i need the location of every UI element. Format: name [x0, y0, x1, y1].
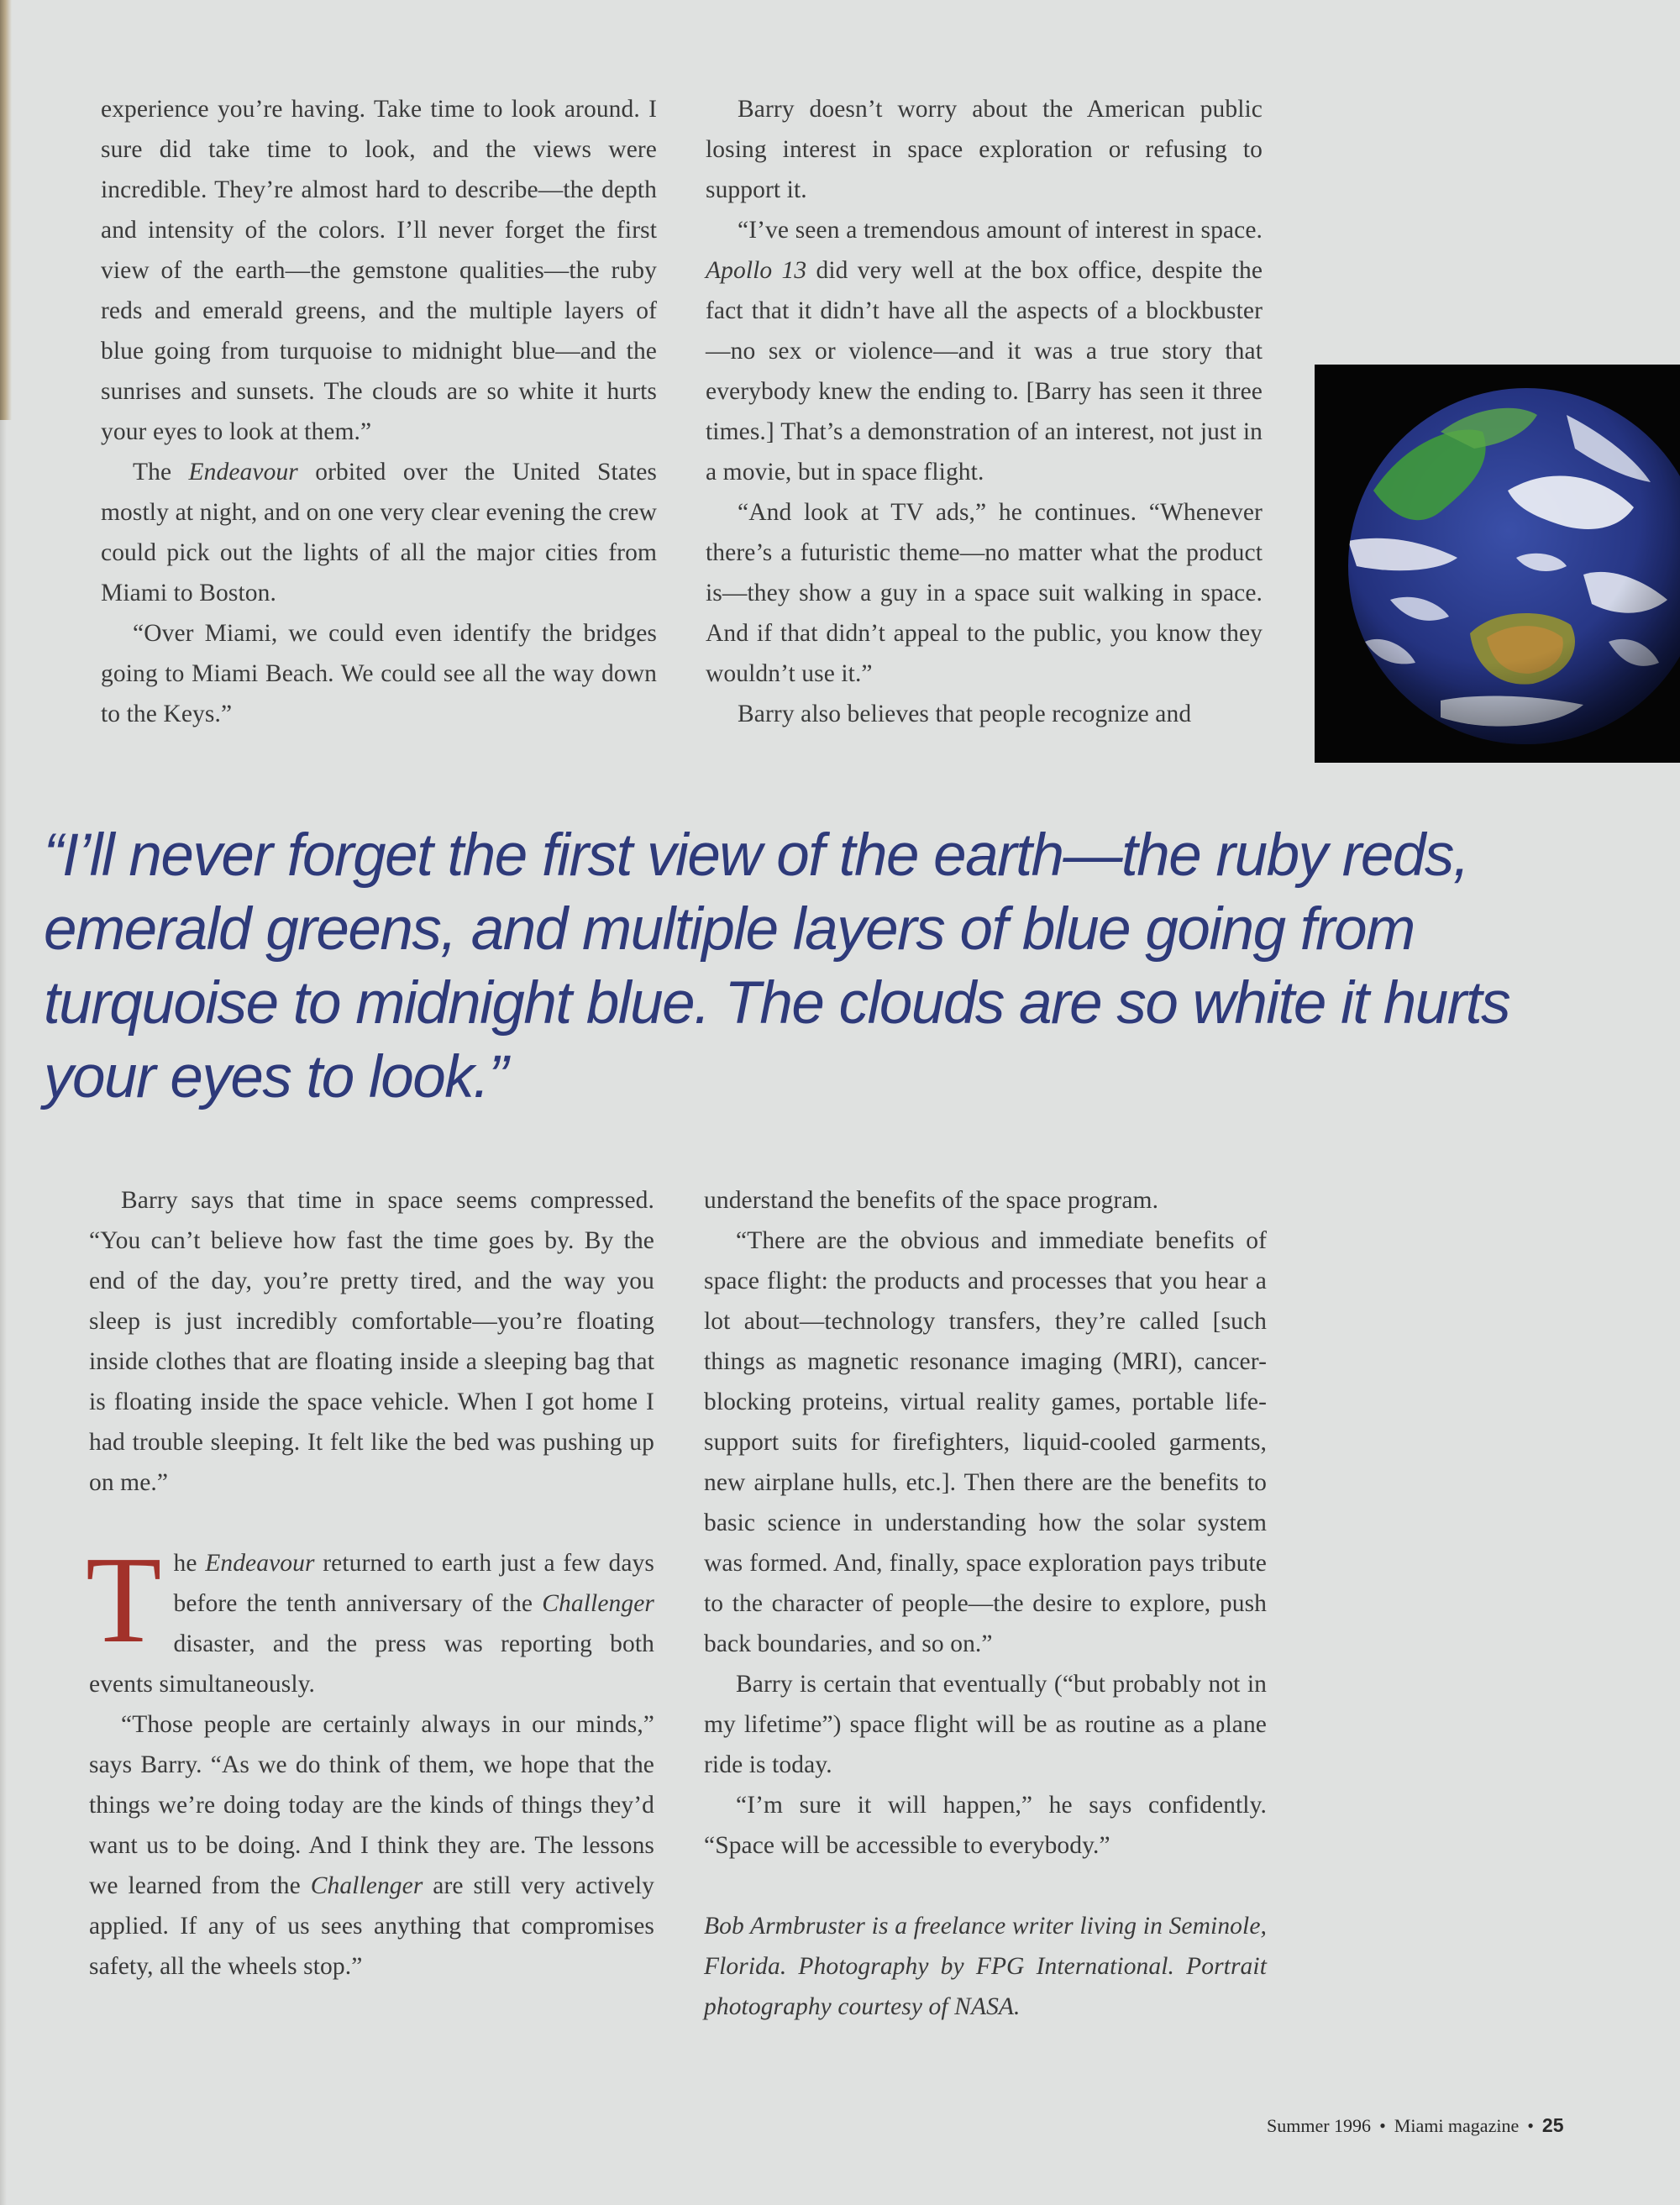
- italic-ship-name: Challenger: [542, 1590, 654, 1617]
- paragraph: understand the benefits of the space program.: [704, 1187, 1159, 1214]
- drop-cap: T: [86, 1531, 162, 1669]
- folio-separator: •: [1527, 2115, 1534, 2136]
- paragraph: “I’m sure it will happen,” he says confidently. “Space will be accessible to everybody.”: [704, 1792, 1267, 1859]
- text-run: The: [133, 459, 189, 486]
- italic-ship-name: Endeavour: [188, 459, 298, 486]
- paragraph: Barry is certain that eventually (“but probably not in my lifetime”) space flight will be as routine as a plane ride is today.: [704, 1671, 1267, 1778]
- text-run: are still very actively applied. If any of us sees anything that compromises safety, all the wheels stop.”: [89, 1872, 654, 1980]
- paragraph: “Over Miami, we could even identify the bridges going to Miami Beach. We could see all the way down to the Keys.”: [101, 620, 657, 727]
- bottom-right-column: [704, 1180, 1267, 2027]
- issue-date: Summer 1996: [1267, 2115, 1372, 2136]
- page-gutter-edge: [0, 0, 12, 420]
- paragraph: [706, 210, 1263, 492]
- page-number: 25: [1541, 2114, 1564, 2136]
- text-run: he: [173, 1550, 206, 1577]
- text-run: did very well at the box office, despite the fact that it didn’t have all the aspects of a blockbuster—no sex or violence—and it was a true story that everybody knew the ending to. [Barry has seen it three times.] That’s a demonstration of an interest, not just in a movie, but in space flight.: [706, 257, 1263, 486]
- top-left-column: [101, 89, 657, 734]
- italic-ship-name: Challenger: [310, 1872, 423, 1899]
- bottom-left-column: [86, 1180, 654, 1987]
- text-run: orbited over the United States mostly at night, and on one very clear evening the crew could pick out the lights of all the major cities from Miami to Boston.: [101, 459, 658, 606]
- paragraph: Barry doesn’t worry about the American public losing interest in space exploration or refusing to support it.: [706, 96, 1263, 203]
- author-byline: Bob Armbruster is a freelance writer living in Seminole, Florida. Photography by FPG International. Portrait photography courtesy of NASA.: [704, 1913, 1267, 2020]
- paragraph: experience you’re having. Take time to look around. I sure did take time to look, and the views were incredible. They’re almost hard to describe—the depth and intensity of the colors. I’ll never forget the first view of the earth—the gemstone qualities—the ruby reds and emerald greens, and the multiple layers of blue going from turquoise to midnight blue—and the sunrises and sunsets. The clouds are so white it hurts your eyes to look at them.”: [101, 96, 657, 445]
- dropcap-paragraph: [86, 1531, 654, 1704]
- text-run: returned to earth just a few days before the tenth anniversary of the: [173, 1550, 654, 1617]
- text-run: “I’ve seen a tremendous amount of interest in space.: [738, 217, 1263, 244]
- page-folio: [1267, 2114, 1586, 2137]
- italic-ship-name: Endeavour: [205, 1550, 315, 1577]
- top-right-column: [706, 89, 1263, 734]
- paragraph: [89, 1704, 654, 1987]
- pull-quote: “I’ll never forget the first view of the earth—the ruby reds, emerald greens, and multiple layers of blue going from turquoise to midnight blue. The clouds are so white it hurts your eyes to look.”: [44, 822, 1510, 1110]
- italic-movie-title: Apollo 13: [706, 257, 807, 284]
- earth-photo: [1315, 365, 1680, 763]
- paragraph: Barry says that time in space seems compressed. “You can’t believe how fast the time goes by. By the end of the day, you’re pretty tired, and the way you sleep is just incredibly comfortable—you’re floating inside clothes that are floating inside a sleeping bag that is floating inside the space vehicle. When I got home I had trouble sleeping. It felt like the bed was pushing up on me.”: [89, 1187, 654, 1496]
- page-gutter-shadow: [0, 420, 7, 2205]
- earth-globe-graphic: [1315, 365, 1680, 763]
- text-run: disaster, and the press was reporting both events simultaneously.: [89, 1630, 654, 1698]
- paragraph: “There are the obvious and immediate benefits of space flight: the products and processes that you hear a lot about—technology transfers, they’re called [such things as magnetic resonance imaging (MRI), cancer-blocking proteins, virtual reality games, portable life-support suits for firefighters, liquid-cooled garments, new airplane hulls, etc.]. Then there are the benefits to basic science in understanding how the solar system was formed. And, finally, space exploration pays tribute to the character of people—the desire to explore, push back boundaries, and so on.”: [704, 1227, 1267, 1657]
- paragraph: Barry also believes that people recognize and: [738, 701, 1192, 727]
- text-run: “Those people are certainly always in our minds,” says Barry. “As we do think of them, we hope that the things we’re doing today are the kinds of things they’d want us to be doing. And I think they are. The lessons we learned from the: [89, 1711, 654, 1899]
- publication-name: Miami magazine: [1394, 2115, 1520, 2136]
- folio-separator: •: [1379, 2115, 1386, 2136]
- paragraph: [101, 452, 657, 613]
- paragraph: “And look at TV ads,” he continues. “Whenever there’s a futuristic theme—no matter what the product is—they show a guy in a space suit walking in space. And if that didn’t appeal to the public, you know they wouldn’t use it.”: [706, 499, 1263, 687]
